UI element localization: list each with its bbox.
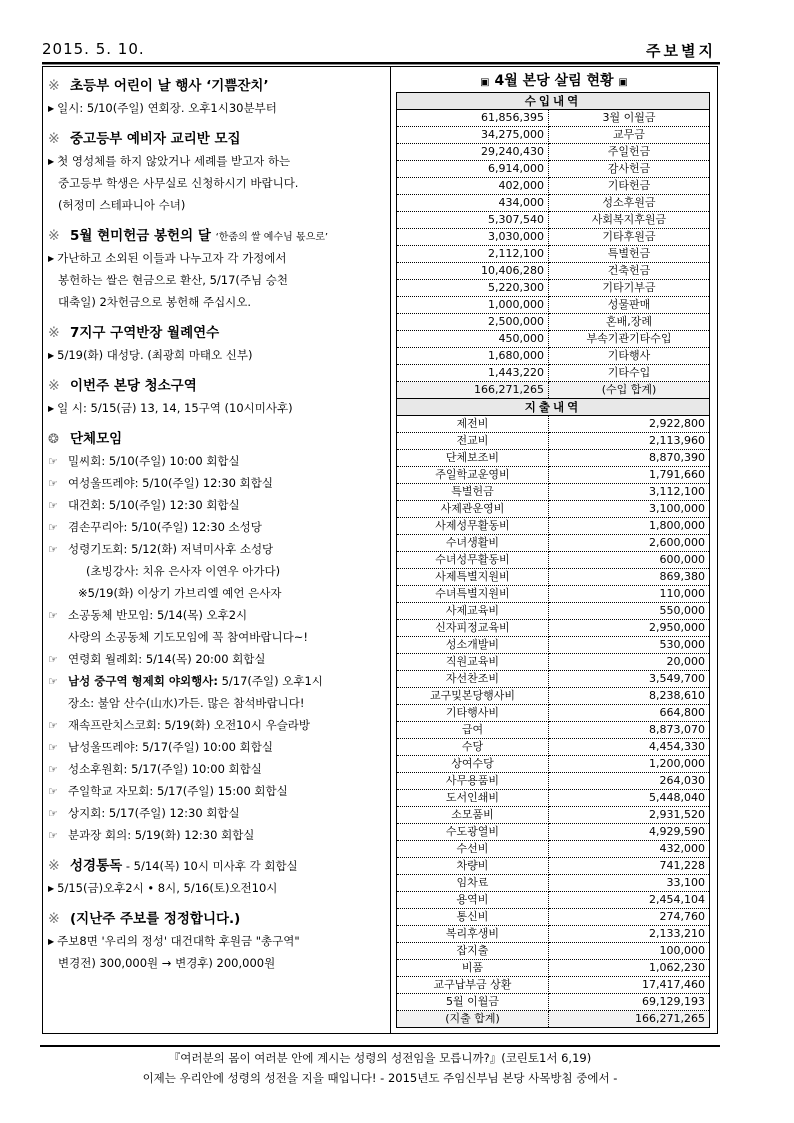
- income-row: [397, 314, 710, 331]
- reference-mark-icon: ※: [48, 78, 60, 94]
- section-line-text: 대축일) 2차헌금으로 봉헌해 주십시오.: [58, 295, 252, 309]
- expense-row: [397, 875, 710, 892]
- expense-category: 5월 이월금: [397, 994, 549, 1011]
- finance-title: [396, 70, 712, 92]
- reference-mark-icon: ※: [48, 325, 60, 341]
- section-line: [48, 97, 386, 119]
- expense-row: [397, 603, 710, 620]
- group-note: [48, 582, 386, 604]
- income-row: [397, 263, 710, 280]
- income-total-label: (수입 합계): [549, 382, 710, 399]
- expense-amount: 69,129,193: [549, 994, 710, 1011]
- expense-category: 특별헌금: [397, 484, 549, 501]
- expense-category: 전교비: [397, 433, 549, 450]
- expense-amount: 20,000: [549, 654, 710, 671]
- section-title-detail: - 5/14(목) 10시 미사후 각 회합실: [122, 859, 298, 873]
- pointing-hand-icon: ☞: [48, 455, 58, 468]
- section-line: [48, 150, 386, 172]
- section-title: [48, 908, 386, 930]
- section-line-text: 첫 영성체를 하지 않았거나 세례를 받고자 하는: [57, 154, 291, 168]
- group-meeting-text: 남성울뜨레야: 5/17(주일) 10:00 회합실: [68, 740, 273, 754]
- footer-rule: [40, 1045, 720, 1047]
- section-line: [48, 269, 386, 291]
- income-row: [397, 144, 710, 161]
- expense-amount: 2,600,000: [549, 535, 710, 552]
- income-category: 특별헌금: [549, 246, 710, 263]
- expense-category: 수녀특별지원비: [397, 586, 549, 603]
- income-amount: 34,275,000: [397, 127, 549, 144]
- income-amount: 1,000,000: [397, 297, 549, 314]
- group-meeting-item: [48, 824, 386, 846]
- income-row: [397, 127, 710, 144]
- expense-row: [397, 807, 710, 824]
- expense-category: 직원교육비: [397, 654, 549, 671]
- expense-category: 수선비: [397, 841, 549, 858]
- expense-row: [397, 501, 710, 518]
- expense-amount: 3,549,700: [549, 671, 710, 688]
- section-line: [48, 172, 386, 194]
- income-amount: 10,406,280: [397, 263, 549, 280]
- section-line-text: 5/15(금)오후2시 • 8시, 5/16(토)오전10시: [57, 881, 278, 895]
- income-category: 사회복지후원금: [549, 212, 710, 229]
- expense-amount: 530,000: [549, 637, 710, 654]
- income-total-row: [397, 382, 710, 399]
- section-title: [48, 322, 386, 344]
- income-row: [397, 348, 710, 365]
- bullet-icon: ▶: [48, 351, 55, 360]
- box-icon: ▣: [618, 77, 628, 88]
- expense-category: 사무용품비: [397, 773, 549, 790]
- expense-amount: 17,417,460: [549, 977, 710, 994]
- expense-header: 지출내역: [397, 399, 710, 416]
- expense-total-label: (지출 합계): [397, 1011, 549, 1028]
- expense-amount: 3,112,100: [549, 484, 710, 501]
- section-title: [48, 855, 386, 877]
- section-title: [48, 375, 386, 397]
- finance-title-text: 4월 본당 살림 현황: [494, 73, 614, 89]
- pointing-hand-icon: ☞: [48, 477, 58, 490]
- expense-category: 교구납부금 상환: [397, 977, 549, 994]
- expense-row: [397, 756, 710, 773]
- expense-amount: 2,113,960: [549, 433, 710, 450]
- group-meeting-item: [48, 780, 386, 802]
- expense-category: 임차료: [397, 875, 549, 892]
- income-row: [397, 195, 710, 212]
- group-meeting-item: [48, 802, 386, 824]
- expense-row: [397, 620, 710, 637]
- group-meeting-text: 상지회: 5/17(주일) 12:30 회합실: [68, 806, 240, 820]
- expense-row: [397, 552, 710, 569]
- income-category: 교무금: [549, 127, 710, 144]
- expense-category: 기타행사비: [397, 705, 549, 722]
- section-line: [48, 952, 386, 974]
- income-amount: 29,240,430: [397, 144, 549, 161]
- income-amount: 2,500,000: [397, 314, 549, 331]
- income-amount: 61,856,395: [397, 110, 549, 127]
- income-amount: 6,914,000: [397, 161, 549, 178]
- expense-row: [397, 926, 710, 943]
- expense-row: [397, 688, 710, 705]
- section-line: [48, 877, 386, 899]
- column-divider: [390, 66, 391, 1034]
- expense-row: [397, 739, 710, 756]
- section-title-text: 5월 현미헌금 봉헌의 달: [70, 228, 211, 244]
- income-category: 기타수입: [549, 365, 710, 382]
- expense-category: 자선찬조비: [397, 671, 549, 688]
- bullet-icon: ▶: [48, 157, 55, 166]
- reference-mark-icon: ※: [48, 378, 60, 394]
- income-row: [397, 110, 710, 127]
- expense-amount: 2,922,800: [549, 416, 710, 433]
- expense-row: [397, 892, 710, 909]
- expense-header-row: [397, 399, 710, 416]
- expense-row: [397, 977, 710, 994]
- group-meeting-text: 여성울뜨레야: 5/10(주일) 12:30 회합실: [68, 476, 273, 490]
- expense-amount: 664,800: [549, 705, 710, 722]
- section-title: [48, 428, 386, 450]
- expense-row: [397, 790, 710, 807]
- income-amount: 434,000: [397, 195, 549, 212]
- spacer: [48, 216, 386, 222]
- expense-category: 수도광열비: [397, 824, 549, 841]
- expense-category: 상여수당: [397, 756, 549, 773]
- expense-category: 제전비: [397, 416, 549, 433]
- expense-category: 수녀성무활동비: [397, 552, 549, 569]
- reference-mark-icon: ※: [48, 228, 60, 244]
- bullet-icon: ▶: [48, 104, 55, 113]
- expense-amount: 1,800,000: [549, 518, 710, 535]
- income-row: [397, 246, 710, 263]
- section-line-text: 5/19(화) 대성당. (최광희 마태오 신부): [57, 348, 253, 362]
- expense-amount: 33,100: [549, 875, 710, 892]
- income-amount: 5,220,300: [397, 280, 549, 297]
- expense-category: 수녀생활비: [397, 535, 549, 552]
- income-category: 기타헌금: [549, 178, 710, 195]
- group-note-text: ※5/19(화) 이상기 가브리엘 예언 은사자: [78, 586, 282, 600]
- reference-mark-icon: ※: [48, 131, 60, 147]
- footer-quote: 『여러분의 몸이 여러분 안에 계시는 성령의 성전임을 모릅니까?』(코린토1서 6,19): [168, 1051, 592, 1065]
- pointing-hand-icon: ☞: [48, 719, 58, 732]
- income-amount: 402,000: [397, 178, 549, 195]
- group-meeting-text: 성령기도회: 5/12(화) 저녁미사후 소성당: [68, 542, 274, 556]
- income-category: 기타후원금: [549, 229, 710, 246]
- finance-column: [396, 70, 712, 1028]
- group-meeting-item: [48, 648, 386, 670]
- expense-amount: 2,950,000: [549, 620, 710, 637]
- section-line: [48, 930, 386, 952]
- pointing-hand-icon: ☞: [48, 521, 58, 534]
- expense-amount: 8,238,610: [549, 688, 710, 705]
- expense-amount: 4,454,330: [549, 739, 710, 756]
- group-meeting-text: 분과장 회의: 5/19(화) 12:30 회합실: [68, 828, 255, 842]
- spacer: [48, 846, 386, 852]
- bulletin-date: 2015. 5. 10.: [42, 40, 145, 58]
- income-category: 기타기부금: [549, 280, 710, 297]
- pointing-hand-icon: ☞: [48, 499, 58, 512]
- income-category: 성소후원금: [549, 195, 710, 212]
- expense-amount: 1,791,660: [549, 467, 710, 484]
- income-row: [397, 212, 710, 229]
- section-line: [48, 397, 386, 419]
- expense-category: 비품: [397, 960, 549, 977]
- group-meeting-item: [48, 472, 386, 494]
- expense-category: 복리후생비: [397, 926, 549, 943]
- expense-category: 차량비: [397, 858, 549, 875]
- income-row: [397, 365, 710, 382]
- section-title-text: 이번주 본당 청소구역: [70, 378, 197, 394]
- expense-row: [397, 994, 710, 1011]
- expense-row: [397, 858, 710, 875]
- spacer: [48, 419, 386, 425]
- expense-category: 소모품비: [397, 807, 549, 824]
- group-icon: ❂: [48, 432, 59, 447]
- expense-amount: 869,380: [549, 569, 710, 586]
- section-title-text: 단체모임: [70, 431, 123, 447]
- group-note-text: 장소: 불암 산수(山水)가든. 많은 참석바랍니다!: [68, 696, 305, 710]
- income-row: [397, 331, 710, 348]
- expense-row: [397, 943, 710, 960]
- group-meeting-bold: 남성 중구역 형제회 야외행사:: [68, 674, 218, 688]
- section-title: [48, 75, 386, 97]
- finance-table: [396, 92, 710, 1028]
- section-line-text: 봉헌하는 쌀은 현금으로 환산, 5/17(주님 승천: [58, 273, 288, 287]
- income-amount: 1,680,000: [397, 348, 549, 365]
- group-meeting-item: [48, 516, 386, 538]
- expense-row: [397, 824, 710, 841]
- section-line-text: (허정미 스테파니아 수녀): [58, 198, 186, 212]
- group-meeting-text: 연령회 월례회: 5/14(목) 20:00 회합실: [68, 652, 266, 666]
- group-meeting-text: 재속프란치스코회: 5/19(화) 오전10시 우슬라방: [68, 718, 311, 732]
- expense-row: [397, 569, 710, 586]
- expense-amount: 274,760: [549, 909, 710, 926]
- expense-amount: 110,000: [549, 586, 710, 603]
- expense-row: [397, 450, 710, 467]
- pointing-hand-icon: ☞: [48, 785, 58, 798]
- group-note-text: (초빙강사: 치유 은사자 이연우 아가다): [86, 564, 281, 578]
- expense-row: [397, 654, 710, 671]
- announcements-column: [48, 72, 386, 974]
- section-title-text: 중고등부 예비자 교리반 모집: [70, 131, 241, 147]
- income-row: [397, 280, 710, 297]
- section-line: [48, 194, 386, 216]
- expense-row: [397, 433, 710, 450]
- expense-row: [397, 909, 710, 926]
- expense-amount: 100,000: [549, 943, 710, 960]
- income-row: [397, 297, 710, 314]
- pointing-hand-icon: ☞: [48, 609, 58, 622]
- section-line-text: 중고등부 학생은 사무실로 신청하시기 바랍니다.: [58, 176, 299, 190]
- income-header: 수입내역: [397, 93, 710, 110]
- expense-total-amount: 166,271,265: [549, 1011, 710, 1028]
- expense-category: 용역비: [397, 892, 549, 909]
- expense-category: 사제특별지원비: [397, 569, 549, 586]
- expense-category: 주일학교운영비: [397, 467, 549, 484]
- pointing-hand-icon: ☞: [48, 675, 58, 688]
- expense-category: 사제성무활동비: [397, 518, 549, 535]
- section-line-text: 가난하고 소외된 이들과 나누고자 각 가정에서: [57, 251, 287, 265]
- reference-mark-icon: ※: [48, 858, 60, 874]
- expense-category: 통신비: [397, 909, 549, 926]
- income-amount: 450,000: [397, 331, 549, 348]
- pointing-hand-icon: ☞: [48, 763, 58, 776]
- group-meeting-item: [48, 736, 386, 758]
- group-note: [48, 692, 386, 714]
- header-rule-shadow: [42, 64, 720, 65]
- group-meeting-item: [48, 494, 386, 516]
- income-category: 기타행사: [549, 348, 710, 365]
- group-meeting-item: [48, 670, 386, 692]
- expense-category: 급여: [397, 722, 549, 739]
- expense-amount: 3,100,000: [549, 501, 710, 518]
- section-line-text: 일시: 5/10(주일) 연회장. 오후1시30분부터: [57, 101, 277, 115]
- section-title-text: 초등부 어린이 날 행사 ‘기쁨잔치’: [70, 78, 269, 94]
- expense-row: [397, 467, 710, 484]
- section-title: [48, 128, 386, 150]
- expense-amount: 4,929,590: [549, 824, 710, 841]
- income-row: [397, 229, 710, 246]
- spacer: [48, 366, 386, 372]
- bullet-icon: ▶: [48, 254, 55, 263]
- expense-amount: 264,030: [549, 773, 710, 790]
- group-note: [48, 626, 386, 648]
- group-note: [48, 560, 386, 582]
- expense-amount: 5,448,040: [549, 790, 710, 807]
- expense-category: 사제교육비: [397, 603, 549, 620]
- spacer: [48, 899, 386, 905]
- section-title-text: 7지구 구역반장 월례연수: [70, 325, 220, 341]
- expense-row: [397, 518, 710, 535]
- income-row: [397, 178, 710, 195]
- section-line: [48, 344, 386, 366]
- section-line-text: 주보8면 '우리의 정성' 대건대학 후원금 "총구역": [57, 934, 300, 948]
- expense-category: 도서인쇄비: [397, 790, 549, 807]
- section-title: [48, 225, 386, 247]
- expense-amount: 2,133,210: [549, 926, 710, 943]
- pointing-hand-icon: ☞: [48, 741, 58, 754]
- income-amount: 1,443,220: [397, 365, 549, 382]
- expense-row: [397, 586, 710, 603]
- expense-amount: 432,000: [549, 841, 710, 858]
- income-category: 3월 이월금: [549, 110, 710, 127]
- income-header-row: [397, 93, 710, 110]
- expense-total-row: [397, 1011, 710, 1028]
- income-row: [397, 161, 710, 178]
- expense-row: [397, 637, 710, 654]
- expense-row: [397, 416, 710, 433]
- expense-amount: 1,200,000: [549, 756, 710, 773]
- expense-category: 수당: [397, 739, 549, 756]
- section-line: [48, 247, 386, 269]
- box-icon: ▣: [480, 77, 490, 88]
- expense-amount: 550,000: [549, 603, 710, 620]
- expense-row: [397, 484, 710, 501]
- expense-amount: 8,873,070: [549, 722, 710, 739]
- income-amount: 2,112,100: [397, 246, 549, 263]
- income-category: 부속기관기타수입: [549, 331, 710, 348]
- group-meeting-text: 주일학교 자모회: 5/17(주일) 15:00 회합실: [68, 784, 288, 798]
- group-meeting-text: 겸손꾸리아: 5/10(주일) 12:30 소성당: [68, 520, 262, 534]
- pointing-hand-icon: ☞: [48, 653, 58, 666]
- group-meeting-item: [48, 714, 386, 736]
- group-meeting-text: 5/17(주일) 오후1시: [221, 674, 323, 688]
- expense-row: [397, 841, 710, 858]
- expense-row: [397, 671, 710, 688]
- income-amount: 3,030,000: [397, 229, 549, 246]
- expense-amount: 600,000: [549, 552, 710, 569]
- expense-amount: 2,454,104: [549, 892, 710, 909]
- expense-category: 사제관운영비: [397, 501, 549, 518]
- expense-row: [397, 705, 710, 722]
- expense-category: 신자피정교육비: [397, 620, 549, 637]
- expense-category: 단체보조비: [397, 450, 549, 467]
- section-line: [48, 291, 386, 313]
- group-meeting-item: [48, 758, 386, 780]
- expense-row: [397, 773, 710, 790]
- pointing-hand-icon: ☞: [48, 807, 58, 820]
- expense-row: [397, 535, 710, 552]
- expense-row: [397, 960, 710, 977]
- bullet-icon: ▶: [48, 937, 55, 946]
- spacer: [48, 313, 386, 319]
- section-line-text: 변경전) 300,000원 → 변경후) 200,000원: [58, 956, 276, 970]
- section-subtitle: ‘한줌의 쌀 예수님 몫으로’: [215, 232, 329, 243]
- income-category: 감사헌금: [549, 161, 710, 178]
- income-total-amount: 166,271,265: [397, 382, 549, 399]
- group-meeting-text: 성소후원회: 5/17(주일) 10:00 회합실: [68, 762, 262, 776]
- income-amount: 5,307,540: [397, 212, 549, 229]
- pointing-hand-icon: ☞: [48, 829, 58, 842]
- spacer: [48, 119, 386, 125]
- section-title-text: (지난주 주보를 정정합니다.): [70, 911, 241, 927]
- income-category: 혼배,장례: [549, 314, 710, 331]
- bullet-icon: ▶: [48, 884, 55, 893]
- expense-row: [397, 722, 710, 739]
- reference-mark-icon: ※: [48, 911, 60, 927]
- expense-amount: 741,228: [549, 858, 710, 875]
- expense-category: 잡지출: [397, 943, 549, 960]
- income-category: 건축헌금: [549, 263, 710, 280]
- expense-category: 교구및본당행사비: [397, 688, 549, 705]
- section-title-text: 성경통독: [70, 858, 123, 874]
- income-category: 성물판매: [549, 297, 710, 314]
- footer-motto: 이제는 우리안에 성령의 성전을 지을 때입니다! - 2015년도 주임신부님 본당 사목방침 중에서 -: [142, 1071, 618, 1085]
- bulletin-title: 주보별지: [646, 42, 716, 60]
- income-category: 주일헌금: [549, 144, 710, 161]
- expense-category: 성소개발비: [397, 637, 549, 654]
- section-line-text: 일 시: 5/15(금) 13, 14, 15구역 (10시미사후): [57, 401, 293, 415]
- group-meeting-text: 대건회: 5/10(주일) 12:30 회합실: [68, 498, 240, 512]
- expense-amount: 1,062,230: [549, 960, 710, 977]
- group-meeting-text: 소공동체 반모임: 5/14(목) 오후2시: [68, 608, 248, 622]
- group-meeting-item: [48, 450, 386, 472]
- group-meeting-text: 밀씨회: 5/10(주일) 10:00 회합실: [68, 454, 240, 468]
- pointing-hand-icon: ☞: [48, 543, 58, 556]
- group-note-text: 사랑의 소공동체 기도모임에 꼭 참여바랍니다~!: [68, 630, 308, 644]
- group-meeting-item: [48, 604, 386, 626]
- expense-amount: 2,931,520: [549, 807, 710, 824]
- bullet-icon: ▶: [48, 404, 55, 413]
- group-meeting-item: [48, 538, 386, 560]
- expense-amount: 8,870,390: [549, 450, 710, 467]
